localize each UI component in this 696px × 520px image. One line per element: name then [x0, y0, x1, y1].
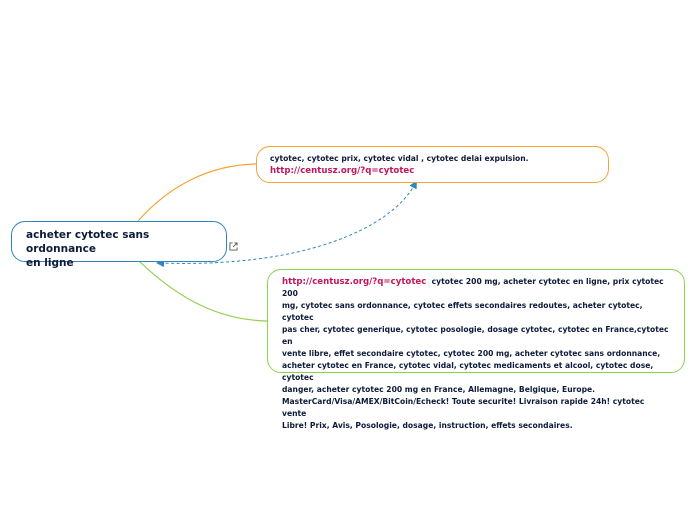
top-topic[interactable]: [256, 146, 609, 183]
branch-to-bottom-topic: [140, 262, 267, 321]
bottom-topic-link[interactable]: http://centusz.org/?q=cytotec: [282, 277, 427, 287]
bottom-topic-line-5: acheter cytotec en France, cytotec vidal, cytotec medicaments et alcool, cytotec dose, cytotec: [282, 361, 654, 382]
bottom-topic-line-7: MasterCard/Visa/AMEX/BitCoin/Echeck! Toute securite! Livraison rapide 24h! cytotec vente: [282, 397, 645, 418]
bottom-topic-line-8: Libre! Prix, Avis, Posologie, dosage, instruction, effets secondaires.: [282, 421, 573, 430]
branch-to-top-topic: [138, 164, 256, 221]
root-topic[interactable]: [11, 221, 227, 269]
bottom-topic[interactable]: [267, 269, 685, 430]
top-topic-text: cytotec, cytotec prix, cytotec vidal , cytotec delai expulsion.: [270, 154, 529, 163]
bottom-topic-line-4: vente libre, effet secondaire cytotec, cytotec 200 mg, acheter cytotec sans ordonnance,: [282, 349, 661, 358]
root-topic-line-1: acheter cytotec sans ordonnance: [26, 229, 150, 255]
root-topic-line-2: en ligne: [26, 257, 74, 269]
bottom-topic-line-1: cytotec 200 mg, acheter cytotec en ligne, prix cytotec 200: [282, 277, 664, 298]
top-topic-link[interactable]: http://centusz.org/?q=cytotec: [270, 166, 415, 176]
external-link-icon[interactable]: [229, 236, 238, 245]
bottom-topic-line-2: mg, cytotec sans ordonnance, cytotec effets secondaires redoutes, acheter cytotec, cytotec: [282, 301, 643, 322]
bottom-topic-line-3: pas cher, cytotec generique, cytotec posologie, dosage cytotec, cytotec en France,cytotec en: [282, 325, 669, 346]
bottom-topic-line-6: danger, acheter cytotec 200 mg en France, Allemagne, Belgique, Europe.: [282, 385, 596, 394]
